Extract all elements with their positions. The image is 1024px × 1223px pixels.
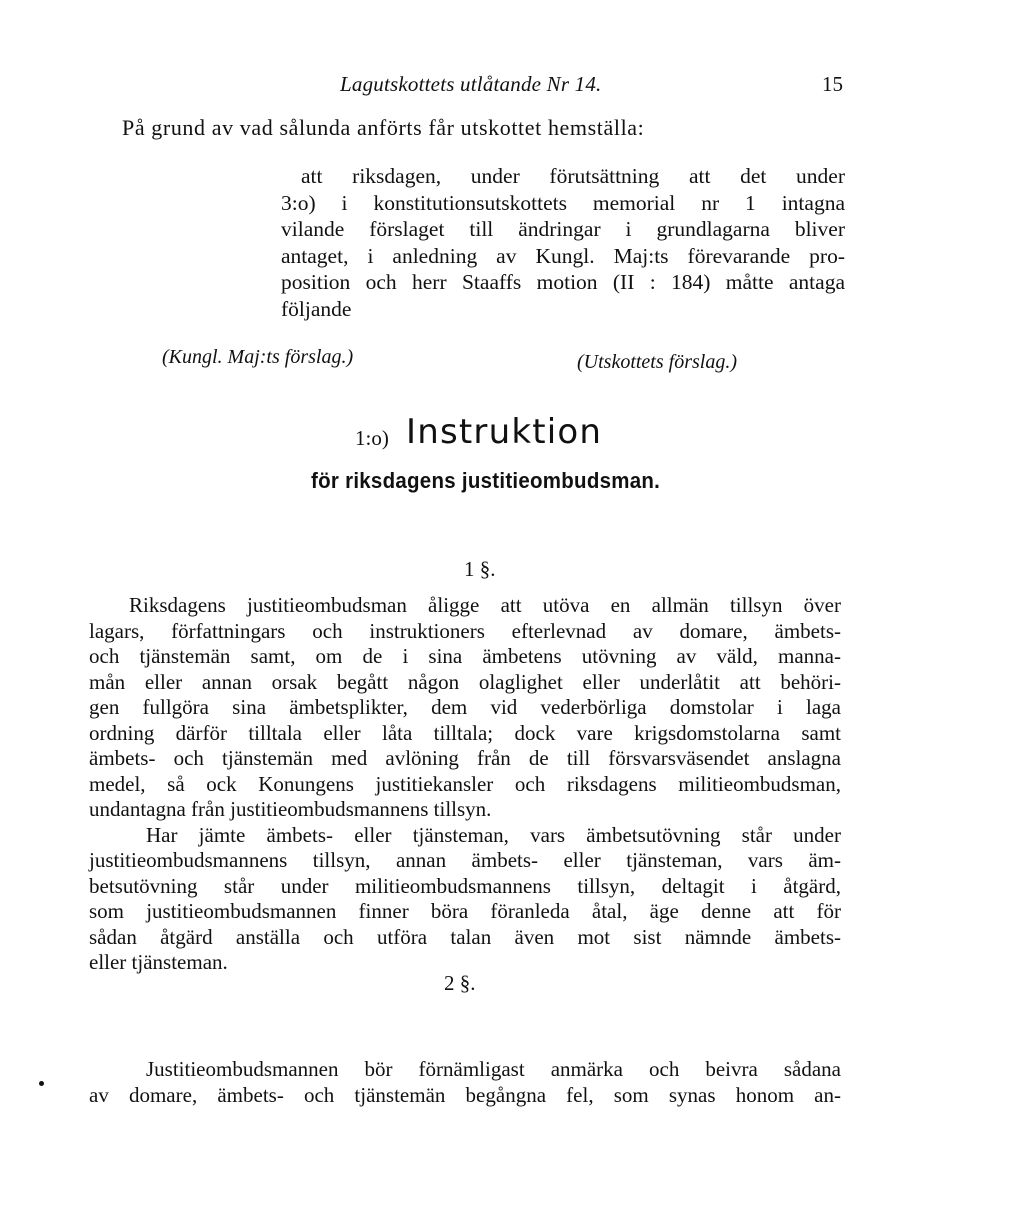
body-line: och tjänstemän samt, om de i sina ämbetens utövning av väld, manna- bbox=[89, 644, 841, 668]
motion-line: 3:o) i konstitutionsutskottets memorial nr 1 intagna bbox=[281, 190, 845, 215]
body-line: Har jämte ämbets- eller tjänsteman, vars ämbetsutövning står under bbox=[146, 822, 841, 847]
section-2-body bbox=[89, 1057, 841, 1108]
heading-number: 1:o) bbox=[355, 426, 389, 450]
body-line: gen fullgöra sina ämbetsplikter, dem vid vederbörliga domstolar i laga bbox=[89, 695, 841, 719]
body-line: Justitieombudsmannen bör förnämligast anmärka och beivra sådana bbox=[146, 1057, 841, 1081]
section-1-body bbox=[89, 593, 841, 976]
body-line: medel, så ock Konungens justitiekansler och riksdagens militieombudsman, bbox=[89, 771, 841, 796]
column-heading-utskottet: (Utskottets förslag.) bbox=[577, 351, 737, 373]
body-line: mån eller annan orsak begått någon olaglighet eller underlåtit att behöri- bbox=[89, 669, 841, 694]
body-line: eller tjänsteman. bbox=[89, 950, 228, 974]
lead-sentence: På grund av vad sålunda anförts får utskottet hemställa: bbox=[122, 115, 645, 140]
body-line: ordning därför tilltala eller låta tilltala; dock vare krigsdomstolarna samt bbox=[89, 720, 841, 745]
body-line: ämbets- och tjänstemän med avlöning från de till försvarsväsendet anslagna bbox=[89, 746, 841, 770]
body-line: undantagna från justitieombudsmannens tillsyn. bbox=[89, 797, 492, 821]
instruction-subtitle: för riksdagens justitieombudsman. bbox=[311, 468, 661, 493]
section-1-label: 1 §. bbox=[464, 557, 496, 581]
body-line: som justitieombudsmannen finner böra föranleda åtal, äge denne att för bbox=[89, 899, 841, 923]
motion-line: vilande förslaget till ändringar i grundlagarna bliver bbox=[281, 217, 845, 241]
body-line: lagars, författningars och instruktioners efterlevnad av domare, ämbets- bbox=[89, 618, 841, 643]
body-line: justitieombudsmannens tillsyn, annan ämbets- eller tjänsteman, vars äm- bbox=[89, 848, 841, 872]
motion-paragraph bbox=[281, 163, 845, 322]
motion-line: position och herr Staaffs motion (II : 184) måtte antaga bbox=[281, 270, 845, 294]
motion-line: antaget, i anledning av Kungl. Maj:ts förevarande pro- bbox=[281, 243, 845, 268]
instruction-title: Instruktion bbox=[406, 412, 603, 452]
body-line: Riksdagens justitieombudsman åligge att utöva en allmän tillsyn över bbox=[129, 593, 841, 617]
column-heading-kungl: (Kungl. Maj:ts förslag.) bbox=[162, 346, 354, 368]
body-line: av domare, ämbets- och tjänstemän begångna fel, som synas honom an- bbox=[89, 1082, 841, 1107]
running-head: Lagutskottets utlåtande Nr 14. bbox=[340, 72, 602, 96]
motion-line: att riksdagen, under förutsättning att det under bbox=[301, 164, 845, 188]
page-number: 15 bbox=[822, 72, 843, 96]
body-line: betsutövning står under militieombudsmannens tillsyn, deltagit i åtgärd, bbox=[89, 873, 841, 898]
body-line: sådan åtgärd anställa och utföra talan även mot sist nämnde ämbets- bbox=[89, 924, 841, 949]
ink-speck bbox=[39, 1081, 44, 1086]
motion-line: följande bbox=[281, 296, 352, 321]
section-2-label: 2 §. bbox=[444, 971, 476, 995]
